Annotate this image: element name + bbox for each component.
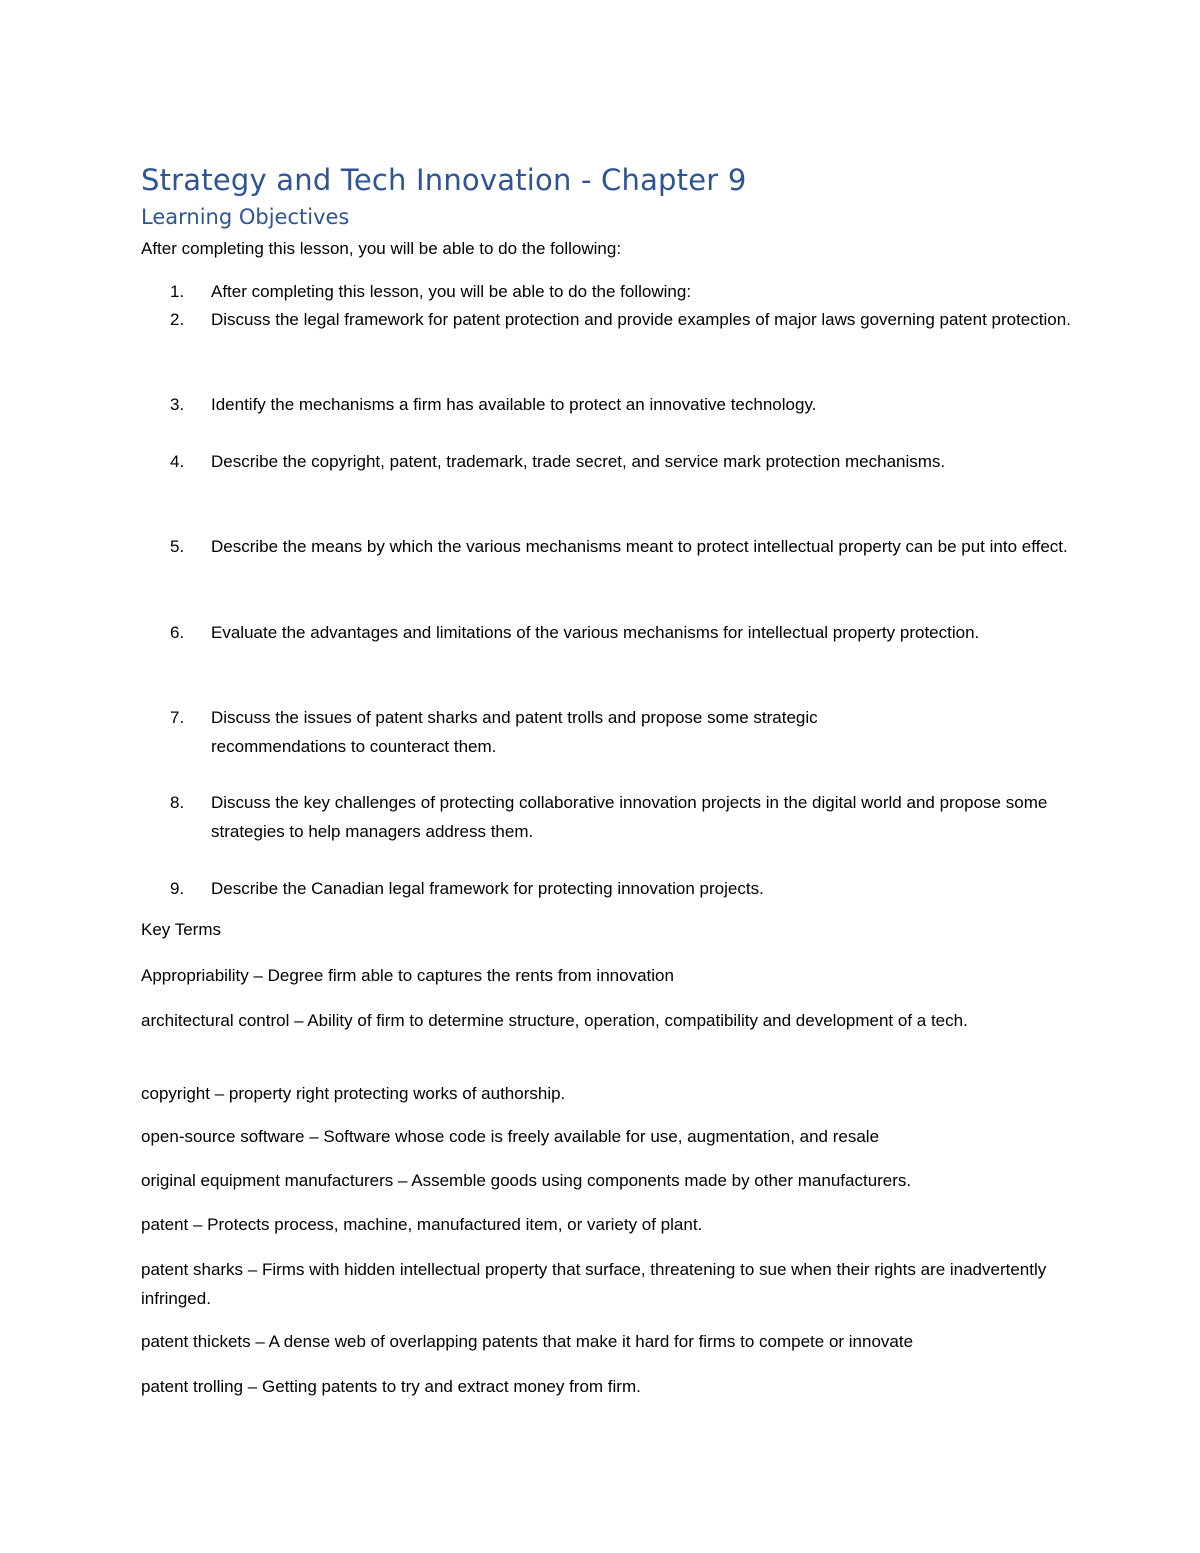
objective-number: 1. — [170, 282, 185, 301]
intro-text: After completing this lesson, you will be able to do the following: — [141, 239, 622, 258]
objective-text: Describe the Canadian legal framework for protecting innovation projects. — [211, 879, 764, 898]
objective-text: Evaluate the advantages and limitations of the various mechanisms for intellectual property protection. — [211, 623, 980, 642]
objective-text: Identify the mechanisms a firm has available to protect an innovative technology. — [211, 395, 817, 414]
objective-number: 8. — [170, 793, 185, 812]
objective-number: 5. — [170, 537, 185, 556]
key-term: open-source software – Software whose code is freely available for use, augmentation, and resale — [141, 1127, 880, 1146]
objective-text: After completing this lesson, you will be able to do the following: — [211, 282, 692, 301]
objective-number: 9. — [170, 879, 185, 898]
objective-text: Describe the copyright, patent, trademark, trade secret, and service mark protection mechanisms. — [211, 452, 946, 471]
key-term: patent sharks – Firms with hidden intellectual property that surface, threatening to sue when their rights are inadvertently infringed. — [141, 1260, 1047, 1308]
key-terms-heading: Key Terms — [141, 920, 221, 939]
key-term: patent trolling – Getting patents to try and extract money from firm. — [141, 1377, 641, 1396]
section-heading: Learning Objectives — [141, 205, 350, 229]
objective-number: 4. — [170, 452, 185, 471]
objective-text: Discuss the legal framework for patent protection and provide examples of major laws governing patent protection. — [211, 310, 1071, 329]
objective-text: Discuss the key challenges of protecting collaborative innovation projects in the digital world and propose some strategies to help managers address them. — [211, 793, 1048, 841]
key-term: architectural control – Ability of firm to determine structure, operation, compatibility and development of a tech. — [141, 1011, 968, 1030]
document-title: Strategy and Tech Innovation - Chapter 9 — [141, 163, 747, 197]
objective-text: Describe the means by which the various mechanisms meant to protect intellectual property can be put into effect. — [211, 537, 1068, 556]
objective-number: 3. — [170, 395, 185, 414]
key-term: Appropriability – Degree firm able to captures the rents from innovation — [141, 966, 674, 985]
key-term: patent – Protects process, machine, manufactured item, or variety of plant. — [141, 1215, 703, 1234]
objective-number: 6. — [170, 623, 185, 642]
objective-number: 7. — [170, 708, 185, 727]
key-term: patent thickets – A dense web of overlapping patents that make it hard for firms to compete or innovate — [141, 1332, 914, 1351]
key-term: original equipment manufacturers – Assemble goods using components made by other manufacturers. — [141, 1171, 912, 1190]
objective-number: 2. — [170, 310, 185, 329]
key-term: copyright – property right protecting works of authorship. — [141, 1084, 566, 1103]
objective-text: Discuss the issues of patent sharks and patent trolls and propose some strategic recommendations to counteract them. — [211, 708, 818, 756]
